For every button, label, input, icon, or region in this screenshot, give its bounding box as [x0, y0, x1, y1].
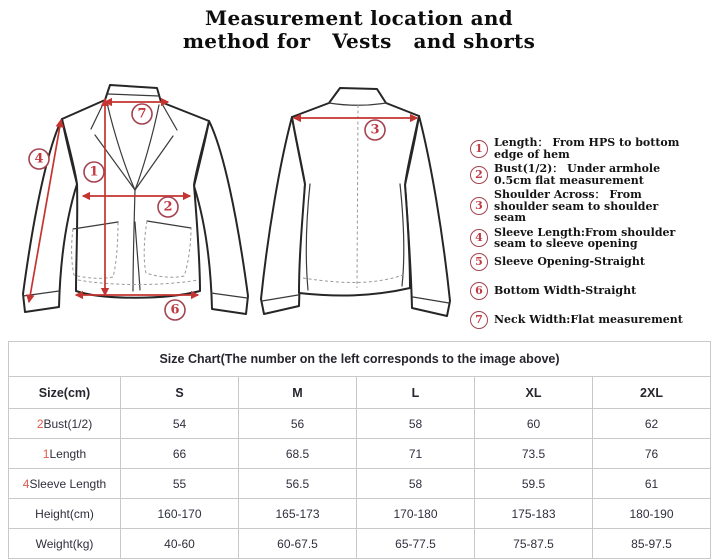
marker-6 — [165, 300, 185, 320]
legend-text: Sleeve Length:From shoulder seam to sleeve opening — [494, 225, 676, 250]
page-title-line2: method for Vests and shorts — [182, 29, 536, 53]
size-col-header: S — [121, 377, 239, 409]
marker-4 — [29, 149, 49, 169]
size-value: 75-87.5 — [475, 529, 593, 559]
table-row-bust — [9, 409, 711, 439]
size-value: 58 — [357, 409, 475, 439]
size-value: 62 — [593, 409, 711, 439]
legend-number-badge: 5 — [470, 253, 488, 271]
size-value: 59.5 — [475, 469, 593, 499]
legend-item-6 — [470, 282, 706, 300]
page-title-line1: Measurement location and — [205, 6, 513, 30]
row-label-text: Height(cm) — [35, 506, 94, 521]
size-value: 60-67.5 — [239, 529, 357, 559]
row-label — [9, 499, 121, 529]
size-value: 58 — [357, 469, 475, 499]
size-chart-table — [8, 341, 711, 559]
table-row-sleeve-length — [9, 469, 711, 499]
size-value: 160-170 — [121, 499, 239, 529]
back-body — [292, 88, 419, 296]
legend-item-4 — [470, 227, 706, 250]
svg-text:3: 3 — [370, 122, 380, 138]
size-value: 170-180 — [357, 499, 475, 529]
size-value: 73.5 — [475, 439, 593, 469]
size-value: 165-173 — [239, 499, 357, 529]
legend-item-3 — [470, 189, 706, 224]
legend-number-badge: 6 — [470, 282, 488, 300]
legend-item-1 — [470, 137, 706, 160]
size-value: 56 — [239, 409, 357, 439]
size-col-header: Size(cm) — [9, 377, 121, 409]
row-label — [9, 439, 121, 469]
size-col-header: XL — [475, 377, 593, 409]
legend-number-badge: 4 — [470, 229, 488, 247]
legend-text: Neck Width:Flat measurement — [494, 312, 683, 326]
row-label — [9, 529, 121, 559]
row-label-text: Length — [49, 446, 87, 461]
size-col-header: L — [357, 377, 475, 409]
legend-text: Bottom Width-Straight — [494, 283, 637, 297]
legend-text: Shoulder Across： From shoulder seam to shoulder seam — [494, 188, 659, 224]
legend-text: Bust(1/2)： Under armhole 0.5cm flat measurement — [494, 162, 661, 187]
legend-number-badge: 7 — [470, 311, 488, 329]
size-chart-title: Size Chart(The number on the left corresponds to the image above) — [9, 342, 711, 377]
svg-text:1: 1 — [89, 164, 99, 180]
size-value: 175-183 — [475, 499, 593, 529]
size-value: 68.5 — [239, 439, 357, 469]
svg-text:4: 4 — [34, 151, 44, 167]
size-col-header: 2XL — [593, 377, 711, 409]
size-value: 56.5 — [239, 469, 357, 499]
size-value: 85-97.5 — [593, 529, 711, 559]
svg-text:6: 6 — [170, 302, 180, 318]
table-row-height — [9, 499, 711, 529]
size-value: 55 — [121, 469, 239, 499]
size-value: 180-190 — [593, 499, 711, 529]
front-jacket-diagram — [10, 72, 260, 337]
back-jacket-diagram — [253, 72, 473, 337]
row-label-text: Weight(kg) — [35, 536, 94, 551]
page-title — [0, 7, 718, 53]
measurement-legend — [470, 137, 706, 340]
svg-text:7: 7 — [137, 106, 147, 122]
table-row-length — [9, 439, 711, 469]
marker-1 — [84, 162, 104, 182]
svg-text:2: 2 — [163, 199, 173, 215]
size-col-header: M — [239, 377, 357, 409]
size-value: 76 — [593, 439, 711, 469]
legend-text: Length： From HPS to bottom edge of hem — [494, 136, 680, 161]
size-value: 40-60 — [121, 529, 239, 559]
legend-item-7 — [470, 311, 706, 329]
row-label — [9, 409, 121, 439]
row-label-number: 2 — [36, 416, 44, 431]
size-value: 65-77.5 — [357, 529, 475, 559]
table-row-weight — [9, 529, 711, 559]
row-label-number: 4 — [22, 476, 30, 491]
row-label — [9, 469, 121, 499]
row-label-text: Sleeve Length — [29, 476, 107, 491]
legend-number-badge: 2 — [470, 166, 488, 184]
marker-7 — [132, 104, 152, 124]
row-label-text: Bust(1/2) — [43, 416, 93, 431]
legend-number-badge: 3 — [470, 197, 488, 215]
legend-item-5 — [470, 253, 706, 271]
size-value: 66 — [121, 439, 239, 469]
size-value: 61 — [593, 469, 711, 499]
row-label-number: 1 — [42, 446, 50, 461]
size-value: 71 — [357, 439, 475, 469]
marker-2 — [158, 197, 178, 217]
legend-text: Sleeve Opening-Straight — [494, 254, 645, 268]
legend-item-2 — [470, 163, 706, 186]
size-chart-header-row — [9, 377, 711, 409]
size-chart-title-row — [9, 342, 711, 377]
legend-number-badge: 1 — [470, 140, 488, 158]
size-value: 54 — [121, 409, 239, 439]
size-value: 60 — [475, 409, 593, 439]
marker-3 — [365, 120, 385, 140]
